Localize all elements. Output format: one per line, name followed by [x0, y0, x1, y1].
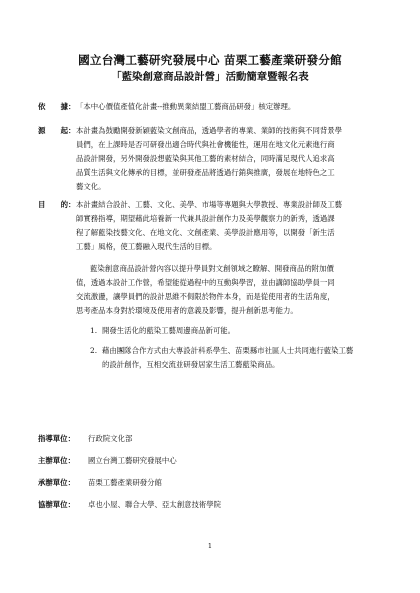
section-basis-text: 「本中心價值產值化計畫--推動異業結盟工藝商品研發」核定辦理。 [76, 102, 296, 111]
document-subtitle: 「藍染創意商品設計營」活動簡章暨報名表 [111, 71, 309, 83]
section-basis-label: 依據： [38, 102, 76, 111]
page-number: 1 [207, 542, 213, 550]
list-item: 2. 藉由團隊合作方式由大專設計科系學生、苗栗縣市社區人士共同進行藍染工藝 的設計創作，互相交流並研發居家生活工藝藍染商品。 [90, 346, 354, 369]
section-purpose-text: 本計畫結合設計、工藝、文化、美學、市場等專題與大學教授、專業設計師及工藝 師實務指導，期望藉此培養新一代兼具設計創作力及美學觀察力的新秀，透過課 程了解藍染技藝文化、在地文化、文創產業、美學設計應用等，以開發「新生活 工藝」風格，使工藝融入現代生活的目標。 藍染創意商品設計營內容以提升學員對文創領域之瞭解、開發商品的附加價 值，透過本設計工作營，希望能從過程中的互動與學習，並由講師協助學員一同 交流激盪，讓學員們的設計思維不侷限於物件本身，而是從使用者的生活角度， 思考產品本身對於環境及使用者的意義及影響，提升創新思考能力。 1. 開發生活化的藍染工藝周邊商品新可能。 2. 藉由團隊合作方式由大專設計科系學生、苗栗縣市社區人士共同進行藍染工藝 的設計創作，互相交流並研發居家生活工藝藍染商品。 [76, 198, 390, 372]
section-origin-label: 源起： [38, 126, 76, 135]
section-purpose-label: 目的： [38, 200, 76, 209]
list-item: 1. 開發生活化的藍染工藝周邊商品新可能。 [90, 326, 236, 335]
section-origin-text: 本計畫為鼓勵開發新穎藍染文創商品，透過學者的專業、業師的技術與不同背景學 員們，在上課時是否可研發出適合時代與社會機能性，運用在地文化元素進行商 品設計開發，另外開發設想藍染與其他工藝的素材結合，同時滿足現代人追求高 品質生活與文化傳承的目標，並研發產品將透過行銷與推廣，發展在地特色之工 藝文化。 [76, 126, 343, 191]
document-title: 國立台灣工藝研究發展中心 苗栗工藝產業研發分館 [78, 53, 342, 67]
